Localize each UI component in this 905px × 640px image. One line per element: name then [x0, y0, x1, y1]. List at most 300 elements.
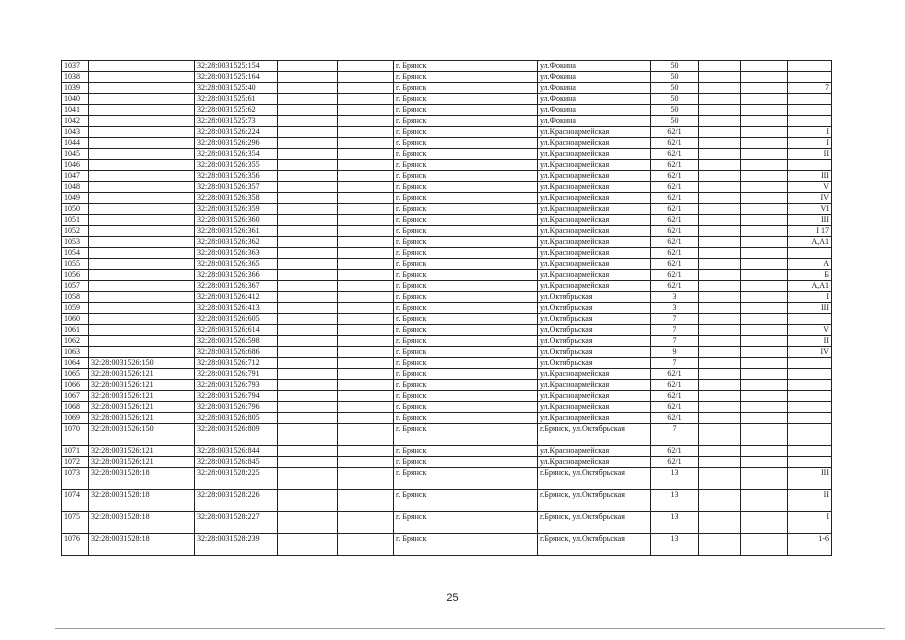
table-row: [62, 248, 832, 259]
street-cell: ул.Октябрьская: [538, 292, 651, 303]
parent-cadastral-number: [89, 116, 195, 127]
empty-cell: [278, 105, 338, 116]
cadastral-number: 32:28:0031526:412: [195, 292, 278, 303]
empty-cell: [278, 347, 338, 358]
empty-cell: [338, 171, 394, 182]
room-number-cell: [788, 248, 832, 259]
row-number: 1055: [62, 259, 89, 270]
row-number: 1045: [62, 149, 89, 160]
empty-cell: [699, 325, 741, 336]
empty-cell: [741, 61, 788, 72]
street-cell: ул.Красноармейская: [538, 237, 651, 248]
row-number: 1048: [62, 182, 89, 193]
street-cell: г.Брянск, ул.Октябрьская: [538, 534, 651, 556]
house-number-cell: 62/1: [651, 446, 699, 457]
table-row: [62, 171, 832, 182]
cadastral-number: 32:28:0031526:794: [195, 391, 278, 402]
room-number-cell: III: [788, 215, 832, 226]
cadastral-number: 32:28:0031526:793: [195, 380, 278, 391]
row-number: 1052: [62, 226, 89, 237]
parent-cadastral-number: 32:28:0031526:121: [89, 446, 195, 457]
empty-cell: [699, 281, 741, 292]
room-number-cell: VI: [788, 204, 832, 215]
room-number-cell: [788, 314, 832, 325]
street-cell: ул.Красноармейская: [538, 402, 651, 413]
parent-cadastral-number: 32:28:0031526:121: [89, 413, 195, 424]
empty-cell: [741, 534, 788, 556]
street-cell: ул.Красноармейская: [538, 446, 651, 457]
empty-cell: [741, 446, 788, 457]
room-number-cell: II: [788, 336, 832, 347]
cadastral-number: 32:28:0031526:366: [195, 270, 278, 281]
city-cell: г. Брянск: [394, 83, 538, 94]
parent-cadastral-number: [89, 171, 195, 182]
empty-cell: [338, 215, 394, 226]
street-cell: ул.Фокина: [538, 61, 651, 72]
parent-cadastral-number: [89, 160, 195, 171]
empty-cell: [278, 424, 338, 446]
city-cell: г. Брянск: [394, 171, 538, 182]
empty-cell: [741, 248, 788, 259]
street-cell: ул.Октябрьская: [538, 303, 651, 314]
street-cell: ул.Красноармейская: [538, 380, 651, 391]
empty-cell: [338, 512, 394, 534]
empty-cell: [278, 380, 338, 391]
empty-cell: [699, 127, 741, 138]
empty-cell: [278, 248, 338, 259]
room-number-cell: [788, 391, 832, 402]
house-number-cell: 62/1: [651, 402, 699, 413]
street-cell: ул.Красноармейская: [538, 204, 651, 215]
empty-cell: [699, 358, 741, 369]
table-row: [62, 369, 832, 380]
empty-cell: [338, 292, 394, 303]
empty-cell: [699, 237, 741, 248]
empty-cell: [699, 94, 741, 105]
street-cell: ул.Октябрьская: [538, 325, 651, 336]
empty-cell: [699, 468, 741, 490]
parent-cadastral-number: 32:28:0031528:18: [89, 534, 195, 556]
empty-cell: [741, 512, 788, 534]
room-number-cell: III: [788, 468, 832, 490]
empty-cell: [338, 127, 394, 138]
empty-cell: [278, 83, 338, 94]
empty-cell: [338, 336, 394, 347]
room-number-cell: [788, 424, 832, 446]
empty-cell: [278, 314, 338, 325]
room-number-cell: 7: [788, 83, 832, 94]
empty-cell: [278, 512, 338, 534]
street-cell: ул.Октябрьская: [538, 336, 651, 347]
street-cell: ул.Красноармейская: [538, 226, 651, 237]
city-cell: г. Брянск: [394, 303, 538, 314]
house-number-cell: 13: [651, 490, 699, 512]
room-number-cell: [788, 446, 832, 457]
city-cell: г. Брянск: [394, 424, 538, 446]
parent-cadastral-number: [89, 149, 195, 160]
parent-cadastral-number: [89, 314, 195, 325]
parent-cadastral-number: [89, 303, 195, 314]
empty-cell: [699, 391, 741, 402]
row-number: 1050: [62, 204, 89, 215]
house-number-cell: 62/1: [651, 413, 699, 424]
table-row: [62, 347, 832, 358]
house-number-cell: 7: [651, 424, 699, 446]
room-number-cell: [788, 105, 832, 116]
empty-cell: [699, 160, 741, 171]
house-number-cell: 62/1: [651, 226, 699, 237]
cadastral-number: 32:28:0031526:362: [195, 237, 278, 248]
empty-cell: [278, 182, 338, 193]
empty-cell: [699, 303, 741, 314]
city-cell: г. Брянск: [394, 160, 538, 171]
table-row: [62, 215, 832, 226]
table-row: [62, 380, 832, 391]
street-cell: ул.Красноармейская: [538, 457, 651, 468]
empty-cell: [338, 446, 394, 457]
table-row: [62, 325, 832, 336]
page-number: 25: [446, 592, 459, 604]
footer-divider: [55, 628, 885, 629]
street-cell: ул.Красноармейская: [538, 248, 651, 259]
city-cell: г. Брянск: [394, 127, 538, 138]
registry-table: [61, 60, 832, 556]
room-number-cell: V: [788, 325, 832, 336]
table-row: [62, 72, 832, 83]
empty-cell: [278, 534, 338, 556]
room-number-cell: [788, 94, 832, 105]
row-number: 1043: [62, 127, 89, 138]
table-row: [62, 94, 832, 105]
row-number: 1056: [62, 270, 89, 281]
room-number-cell: I: [788, 292, 832, 303]
house-number-cell: 50: [651, 83, 699, 94]
empty-cell: [699, 336, 741, 347]
house-number-cell: 62/1: [651, 138, 699, 149]
row-number: 1057: [62, 281, 89, 292]
empty-cell: [741, 424, 788, 446]
empty-cell: [278, 149, 338, 160]
empty-cell: [338, 402, 394, 413]
street-cell: ул.Красноармейская: [538, 171, 651, 182]
room-number-cell: IV: [788, 193, 832, 204]
parent-cadastral-number: [89, 215, 195, 226]
city-cell: г. Брянск: [394, 94, 538, 105]
empty-cell: [278, 94, 338, 105]
empty-cell: [278, 160, 338, 171]
cadastral-number: 32:28:0031525:73: [195, 116, 278, 127]
house-number-cell: 7: [651, 336, 699, 347]
house-number-cell: 62/1: [651, 193, 699, 204]
house-number-cell: 7: [651, 314, 699, 325]
row-number: 1040: [62, 94, 89, 105]
parent-cadastral-number: [89, 193, 195, 204]
city-cell: г. Брянск: [394, 468, 538, 490]
empty-cell: [699, 61, 741, 72]
empty-cell: [741, 72, 788, 83]
city-cell: г. Брянск: [394, 226, 538, 237]
empty-cell: [699, 248, 741, 259]
city-cell: г. Брянск: [394, 72, 538, 83]
table-row: [62, 149, 832, 160]
table-row: [62, 281, 832, 292]
empty-cell: [278, 193, 338, 204]
cadastral-number: 32:28:0031525:62: [195, 105, 278, 116]
room-number-cell: IV: [788, 347, 832, 358]
parent-cadastral-number: [89, 72, 195, 83]
street-cell: ул.Красноармейская: [538, 215, 651, 226]
street-cell: г.Брянск, ул.Октябрьская: [538, 512, 651, 534]
table-row: [62, 105, 832, 116]
house-number-cell: 50: [651, 72, 699, 83]
empty-cell: [278, 457, 338, 468]
row-number: 1067: [62, 391, 89, 402]
empty-cell: [741, 336, 788, 347]
empty-cell: [741, 292, 788, 303]
empty-cell: [338, 94, 394, 105]
table-body: [62, 61, 832, 556]
empty-cell: [278, 259, 338, 270]
parent-cadastral-number: [89, 182, 195, 193]
parent-cadastral-number: 32:28:0031526:121: [89, 369, 195, 380]
table-row: [62, 83, 832, 94]
street-cell: ул.Красноармейская: [538, 182, 651, 193]
house-number-cell: 50: [651, 116, 699, 127]
empty-cell: [741, 402, 788, 413]
empty-cell: [338, 61, 394, 72]
parent-cadastral-number: 32:28:0031526:121: [89, 402, 195, 413]
empty-cell: [699, 292, 741, 303]
empty-cell: [741, 116, 788, 127]
room-number-cell: I: [788, 138, 832, 149]
city-cell: г. Брянск: [394, 446, 538, 457]
house-number-cell: 62/1: [651, 204, 699, 215]
empty-cell: [699, 215, 741, 226]
room-number-cell: III: [788, 303, 832, 314]
cadastral-number: 32:28:0031526:413: [195, 303, 278, 314]
empty-cell: [699, 259, 741, 270]
cadastral-number: 32:28:0031528:225: [195, 468, 278, 490]
cadastral-number: 32:28:0031525:154: [195, 61, 278, 72]
room-number-cell: I: [788, 512, 832, 534]
house-number-cell: 62/1: [651, 149, 699, 160]
table-row: [62, 193, 832, 204]
table-row: [62, 468, 832, 490]
table-row: [62, 336, 832, 347]
room-number-cell: [788, 72, 832, 83]
room-number-cell: [788, 369, 832, 380]
room-number-cell: [788, 116, 832, 127]
row-number: 1053: [62, 237, 89, 248]
cadastral-number: 32:28:0031526:363: [195, 248, 278, 259]
empty-cell: [278, 204, 338, 215]
empty-cell: [338, 347, 394, 358]
city-cell: г. Брянск: [394, 270, 538, 281]
empty-cell: [278, 226, 338, 237]
empty-cell: [741, 127, 788, 138]
empty-cell: [278, 237, 338, 248]
empty-cell: [338, 281, 394, 292]
cadastral-number: 32:28:0031526:354: [195, 149, 278, 160]
table-row: [62, 446, 832, 457]
city-cell: г. Брянск: [394, 248, 538, 259]
table-row: [62, 237, 832, 248]
row-number: 1060: [62, 314, 89, 325]
row-number: 1070: [62, 424, 89, 446]
empty-cell: [278, 446, 338, 457]
row-number: 1072: [62, 457, 89, 468]
cadastral-number: 32:28:0031526:361: [195, 226, 278, 237]
cadastral-number: 32:28:0031526:614: [195, 325, 278, 336]
house-number-cell: 62/1: [651, 182, 699, 193]
room-number-cell: [788, 160, 832, 171]
city-cell: г. Брянск: [394, 281, 538, 292]
empty-cell: [278, 61, 338, 72]
house-number-cell: 13: [651, 512, 699, 534]
empty-cell: [278, 72, 338, 83]
row-number: 1041: [62, 105, 89, 116]
cadastral-number: 32:28:0031528:239: [195, 534, 278, 556]
house-number-cell: 62/1: [651, 259, 699, 270]
empty-cell: [338, 226, 394, 237]
street-cell: г.Брянск, ул.Октябрьская: [538, 468, 651, 490]
cadastral-number: 32:28:0031526:845: [195, 457, 278, 468]
empty-cell: [338, 369, 394, 380]
parent-cadastral-number: [89, 127, 195, 138]
room-number-cell: [788, 402, 832, 413]
empty-cell: [741, 391, 788, 402]
row-number: 1046: [62, 160, 89, 171]
house-number-cell: 62/1: [651, 391, 699, 402]
parent-cadastral-number: [89, 270, 195, 281]
cadastral-number: 32:28:0031526:598: [195, 336, 278, 347]
empty-cell: [338, 391, 394, 402]
street-cell: ул.Красноармейская: [538, 160, 651, 171]
room-number-cell: I 17: [788, 226, 832, 237]
table-row: [62, 127, 832, 138]
street-cell: ул.Красноармейская: [538, 369, 651, 380]
empty-cell: [699, 204, 741, 215]
cadastral-number: 32:28:0031526:358: [195, 193, 278, 204]
city-cell: г. Брянск: [394, 204, 538, 215]
cadastral-number: 32:28:0031525:61: [195, 94, 278, 105]
empty-cell: [741, 413, 788, 424]
table-row: [62, 292, 832, 303]
row-number: 1074: [62, 490, 89, 512]
cadastral-number: 32:28:0031525:164: [195, 72, 278, 83]
parent-cadastral-number: 32:28:0031526:121: [89, 457, 195, 468]
empty-cell: [338, 413, 394, 424]
empty-cell: [278, 358, 338, 369]
table-row: [62, 138, 832, 149]
empty-cell: [699, 138, 741, 149]
row-number: 1044: [62, 138, 89, 149]
city-cell: г. Брянск: [394, 413, 538, 424]
parent-cadastral-number: [89, 292, 195, 303]
row-number: 1054: [62, 248, 89, 259]
empty-cell: [338, 237, 394, 248]
street-cell: ул.Красноармейская: [538, 413, 651, 424]
cadastral-number: 32:28:0031526:791: [195, 369, 278, 380]
empty-cell: [699, 369, 741, 380]
parent-cadastral-number: 32:28:0031526:121: [89, 391, 195, 402]
empty-cell: [699, 116, 741, 127]
house-number-cell: 62/1: [651, 380, 699, 391]
cadastral-number: 32:28:0031526:357: [195, 182, 278, 193]
empty-cell: [338, 204, 394, 215]
house-number-cell: 62/1: [651, 237, 699, 248]
empty-cell: [278, 413, 338, 424]
parent-cadastral-number: 32:28:0031526:121: [89, 380, 195, 391]
empty-cell: [741, 490, 788, 512]
room-number-cell: I: [788, 127, 832, 138]
city-cell: г. Брянск: [394, 182, 538, 193]
empty-cell: [338, 534, 394, 556]
street-cell: ул.Октябрьская: [538, 347, 651, 358]
table-row: [62, 270, 832, 281]
street-cell: ул.Красноармейская: [538, 270, 651, 281]
city-cell: г. Брянск: [394, 347, 538, 358]
room-number-cell: II: [788, 490, 832, 512]
city-cell: г. Брянск: [394, 215, 538, 226]
city-cell: г. Брянск: [394, 292, 538, 303]
empty-cell: [699, 270, 741, 281]
empty-cell: [278, 325, 338, 336]
parent-cadastral-number: [89, 259, 195, 270]
empty-cell: [278, 281, 338, 292]
empty-cell: [741, 325, 788, 336]
parent-cadastral-number: 32:28:0031528:18: [89, 468, 195, 490]
row-number: 1068: [62, 402, 89, 413]
table-row: [62, 160, 832, 171]
house-number-cell: 7: [651, 358, 699, 369]
room-number-cell: А,А1: [788, 281, 832, 292]
cadastral-number: 32:28:0031526:224: [195, 127, 278, 138]
empty-cell: [741, 149, 788, 160]
empty-cell: [338, 105, 394, 116]
city-cell: г. Брянск: [394, 61, 538, 72]
row-number: 1039: [62, 83, 89, 94]
empty-cell: [338, 248, 394, 259]
empty-cell: [338, 424, 394, 446]
empty-cell: [699, 226, 741, 237]
empty-cell: [338, 149, 394, 160]
cadastral-number: 32:28:0031526:367: [195, 281, 278, 292]
street-cell: ул.Фокина: [538, 94, 651, 105]
cadastral-number: 32:28:0031526:809: [195, 424, 278, 446]
city-cell: г. Брянск: [394, 149, 538, 160]
cadastral-number: 32:28:0031526:844: [195, 446, 278, 457]
table-row: [62, 303, 832, 314]
house-number-cell: 62/1: [651, 127, 699, 138]
parent-cadastral-number: [89, 226, 195, 237]
house-number-cell: 3: [651, 303, 699, 314]
empty-cell: [699, 72, 741, 83]
city-cell: г. Брянск: [394, 380, 538, 391]
empty-cell: [278, 171, 338, 182]
room-number-cell: III: [788, 171, 832, 182]
empty-cell: [741, 171, 788, 182]
empty-cell: [338, 160, 394, 171]
empty-cell: [741, 226, 788, 237]
empty-cell: [741, 105, 788, 116]
table-row: [62, 182, 832, 193]
city-cell: г. Брянск: [394, 512, 538, 534]
empty-cell: [699, 347, 741, 358]
parent-cadastral-number: [89, 204, 195, 215]
empty-cell: [741, 204, 788, 215]
row-number: 1063: [62, 347, 89, 358]
